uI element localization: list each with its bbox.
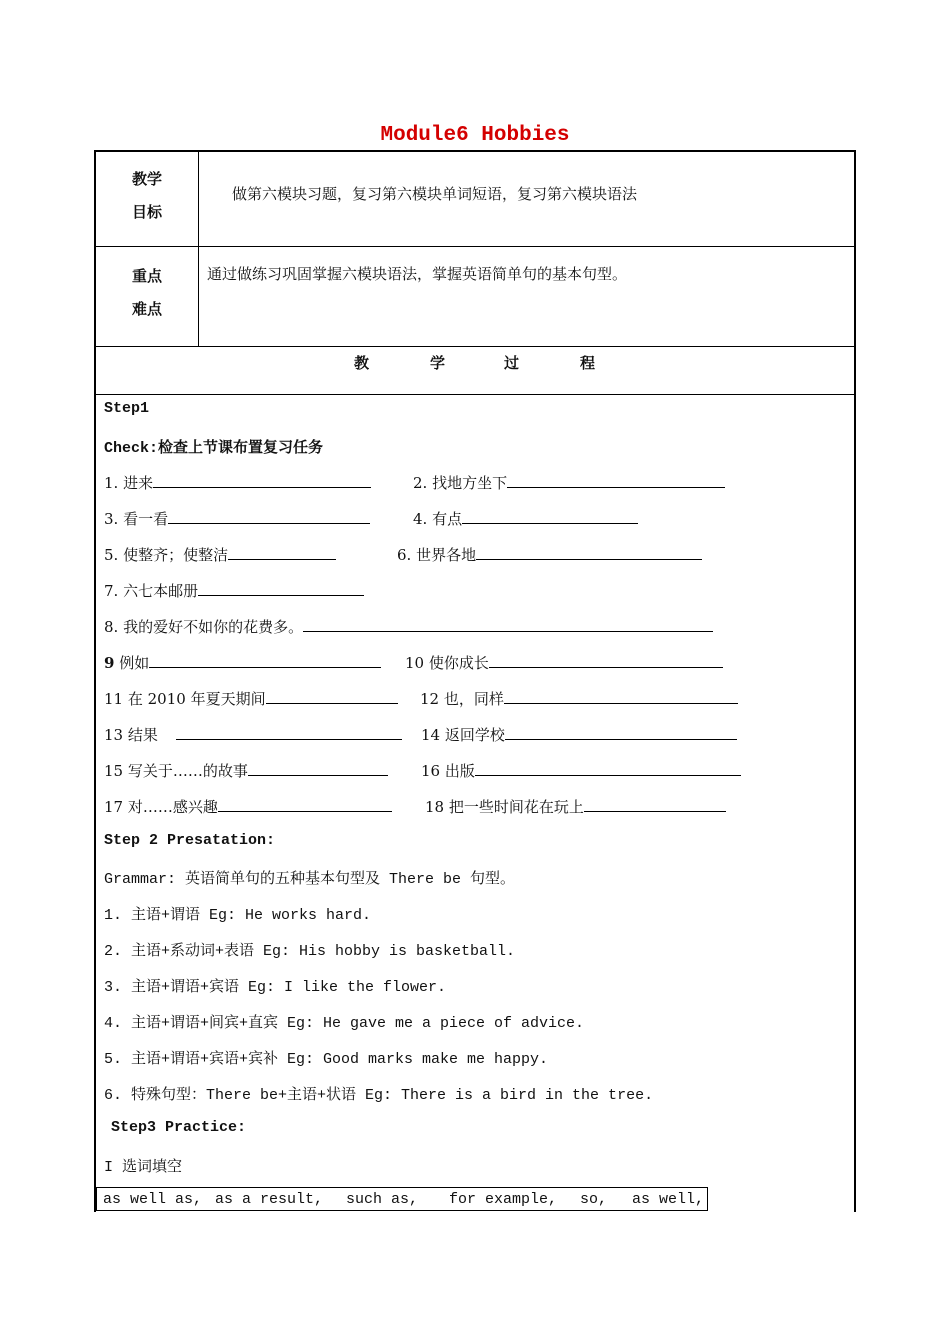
pattern-item: 4. 主语+谓语+间宾+直宾 Eg: He gave me a piece of advice. <box>104 1015 585 1032</box>
check-item-text: 10 使你成长 <box>405 654 489 672</box>
key-points-content: 通过做练习巩固掌握六模块语法，掌握英语简单句的基本句型。 <box>207 265 628 283</box>
pattern-item: 6. 特殊句型：There be+主语+状语 Eg: There is a bird in the tree. <box>104 1087 654 1104</box>
check-item-text: 18 把一些时间花在玩上 <box>425 798 584 816</box>
process-header-char: 过 <box>504 354 520 372</box>
check-item-text: 4. 有点 <box>413 510 463 528</box>
answer-blank <box>266 689 398 704</box>
check-item <box>104 796 392 817</box>
objectives-content: 做第六模块习题，复习第六模块单词短语，复习第六模块语法 <box>232 185 638 203</box>
check-item <box>413 472 725 493</box>
check-item-text: 12 也，同样 <box>420 690 504 708</box>
answer-blank <box>176 725 402 740</box>
table-divider <box>96 394 854 395</box>
step1-check-text: Check:检查上节课布置复习任务 <box>104 440 324 457</box>
check-item <box>425 796 726 817</box>
table-divider <box>96 246 854 247</box>
check-item-text: 11 在 2010 年夏天期间 <box>104 690 266 708</box>
check-item <box>104 544 336 565</box>
step1-title: Step1 <box>104 400 150 417</box>
word-option: for example, <box>449 1191 558 1208</box>
answer-blank <box>504 689 738 704</box>
key-points-label-line2: 难点 <box>131 300 162 318</box>
process-header-char: 程 <box>580 354 596 372</box>
pattern-item: 5. 主语+谓语+宾语+宾补 Eg: Good marks make me happy. <box>104 1051 549 1068</box>
check-item-text: 14 返回学校 <box>421 726 505 744</box>
check-item <box>104 580 364 601</box>
table-divider <box>96 346 854 347</box>
check-item-text: 3. 看一看 <box>104 510 169 528</box>
word-option: as well, <box>632 1191 705 1208</box>
answer-blank <box>303 617 713 632</box>
pattern-item: 1. 主语+谓语 Eg: He works hard. <box>104 907 372 924</box>
check-item <box>104 508 370 529</box>
process-header-char: 教 <box>354 354 370 372</box>
check-item <box>420 688 738 709</box>
check-item <box>104 724 402 745</box>
answer-blank <box>476 545 702 560</box>
check-item <box>104 760 388 781</box>
answer-blank <box>248 761 388 776</box>
check-item <box>405 652 723 673</box>
word-option: as a result, <box>215 1191 324 1208</box>
check-item-text: 6. 世界各地 <box>397 546 477 564</box>
answer-blank <box>198 581 364 596</box>
step3-title: Step3 Practice: <box>111 1119 247 1136</box>
check-item-text: 16 出版 <box>421 762 475 780</box>
answer-blank <box>475 761 741 776</box>
check-item-text: 7. 六七本邮册 <box>104 582 199 600</box>
check-item <box>421 724 737 745</box>
answer-blank <box>462 509 638 524</box>
word-option: as well as, <box>103 1191 203 1208</box>
answer-blank <box>228 545 336 560</box>
answer-blank <box>168 509 370 524</box>
check-item-text: 5. 使整齐；使整洁 <box>104 546 229 564</box>
answer-blank <box>507 473 725 488</box>
word-option: such as, <box>346 1191 419 1208</box>
check-item-text: 1. 进来 <box>104 474 154 492</box>
objectives-label-line1: 教学 <box>131 170 162 188</box>
answer-blank <box>218 797 392 812</box>
answer-blank <box>505 725 737 740</box>
word-option: so, <box>580 1191 608 1208</box>
check-item-text: 例如 <box>114 654 150 672</box>
check-item <box>413 508 638 529</box>
pattern-item: 2. 主语+系动词+表语 Eg: His hobby is basketball. <box>104 943 516 960</box>
objectives-label-line2: 目标 <box>131 203 162 221</box>
process-header-char: 学 <box>430 354 446 372</box>
answer-blank <box>584 797 726 812</box>
step1-check <box>104 436 323 457</box>
check-item-text: 2. 找地方坐下 <box>413 474 508 492</box>
objectives-label <box>96 168 198 222</box>
check-item <box>104 472 371 493</box>
grammar-line: Grammar: 英语简单句的五种基本句型及 There be 句型。 <box>104 871 516 888</box>
step3-section: I 选词填空 <box>104 1159 183 1176</box>
check-item-text: 17 对……感兴趣 <box>104 798 218 816</box>
check-item-text: 8. 我的爱好不如你的花费多。 <box>104 618 304 636</box>
key-points-label-line1: 重点 <box>131 267 162 285</box>
table-divider <box>198 150 199 346</box>
check-item-text: 15 写关于……的故事 <box>104 762 248 780</box>
process-header <box>96 352 854 378</box>
check-item-number: 9 <box>104 654 115 672</box>
word-box <box>96 1187 708 1211</box>
pattern-item: 3. 主语+谓语+宾语 Eg: I like the flower. <box>104 979 447 996</box>
answer-blank <box>489 653 723 668</box>
check-item <box>104 688 398 709</box>
check-item <box>397 544 702 565</box>
answer-blank <box>153 473 371 488</box>
check-item <box>104 652 381 673</box>
key-points-label <box>96 265 198 319</box>
check-item <box>104 616 713 637</box>
answer-blank <box>149 653 381 668</box>
step2-title: Step 2 Presatation: <box>104 832 276 849</box>
page-title: Module6 Hobbies <box>380 124 570 147</box>
check-item-text: 13 结果 <box>104 726 158 744</box>
check-item <box>421 760 741 781</box>
